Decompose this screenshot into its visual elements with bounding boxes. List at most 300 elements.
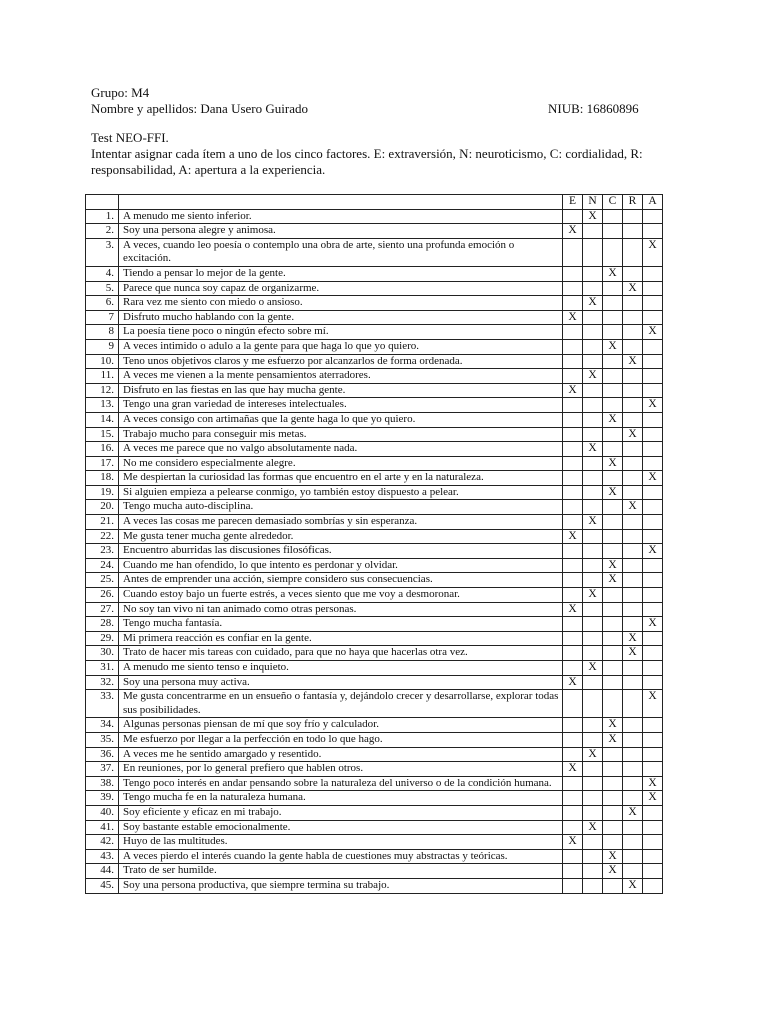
mark-cell-c [603,820,623,835]
mark-cell-n: X [583,209,603,224]
table-row [86,442,663,457]
item-number: 25. [86,573,119,588]
student-id-line: NIUB: 16860896 [548,101,639,116]
mark-cell-e [563,820,583,835]
mark-cell-n [583,718,603,733]
mark-cell-c [603,325,623,340]
mark-cell-e [563,339,583,354]
mark-cell-r [623,369,643,384]
mark-cell-c [603,690,623,718]
item-text: Tengo poco interés en andar pensando sobre la naturaleza del universo o de la condición humana. [119,776,563,791]
mark-cell-n [583,732,603,747]
table-row [86,718,663,733]
item-text: A veces me he sentido amargado y resentido. [119,747,563,762]
mark-cell-a: X [643,617,663,632]
mark-cell-e: X [563,383,583,398]
table-row [86,325,663,340]
mark-cell-r [623,864,643,879]
mark-cell-r: X [623,500,643,515]
mark-cell-a [643,675,663,690]
item-text: No soy tan vivo ni tan animado como otras personas. [119,602,563,617]
mark-cell-r [623,718,643,733]
mark-cell-a: X [643,471,663,486]
mark-cell-c [603,354,623,369]
mark-cell-e: X [563,310,583,325]
mark-cell-c [603,515,623,530]
mark-cell-a: X [643,690,663,718]
item-number: 37. [86,762,119,777]
item-text: Antes de emprender una acción, siempre considero sus consecuencias. [119,573,563,588]
mark-cell-e [563,588,583,603]
mark-cell-n [583,558,603,573]
mark-cell-r [623,310,643,325]
item-number: 32. [86,675,119,690]
mark-cell-e [563,690,583,718]
mark-cell-e [563,646,583,661]
item-text: Disfruto en las fiestas en las que hay mucha gente. [119,383,563,398]
mark-cell-n: X [583,747,603,762]
mark-cell-r [623,558,643,573]
item-number: 13. [86,398,119,413]
mark-cell-n: X [583,369,603,384]
mark-cell-c [603,661,623,676]
mark-cell-n [583,835,603,850]
mark-cell-n [583,631,603,646]
mark-cell-n [583,325,603,340]
mark-cell-e [563,442,583,457]
item-number: 24. [86,558,119,573]
table-row [86,266,663,281]
mark-cell-n [583,675,603,690]
mark-cell-c [603,427,623,442]
mark-cell-c: X [603,732,623,747]
item-text: A veces consigo con artimañas que la gente haga lo que yo quiero. [119,412,563,427]
mark-cell-c [603,805,623,820]
mark-cell-c: X [603,849,623,864]
mark-cell-a [643,266,663,281]
item-text: Trato de hacer mis tareas con cuidado, para que no haya que hacerlas otra vez. [119,646,563,661]
mark-cell-r [623,442,643,457]
mark-cell-a [643,412,663,427]
table-row [86,878,663,893]
mark-cell-e [563,849,583,864]
mark-cell-a [643,354,663,369]
mark-cell-n [583,266,603,281]
mark-cell-c: X [603,485,623,500]
mark-cell-c: X [603,718,623,733]
mark-cell-e [563,515,583,530]
mark-cell-n [583,339,603,354]
item-text: Huyo de las multitudes. [119,835,563,850]
item-number: 27. [86,602,119,617]
table-row [86,224,663,239]
mark-cell-a [643,631,663,646]
mark-cell-e [563,747,583,762]
item-text: Tengo mucha fantasía. [119,617,563,632]
mark-cell-r [623,544,643,559]
mark-cell-r [623,529,643,544]
mark-cell-c: X [603,339,623,354]
mark-cell-a [643,646,663,661]
table-row [86,776,663,791]
table-row [86,805,663,820]
mark-cell-r [623,412,643,427]
item-text: Disfruto mucho hablando con la gente. [119,310,563,325]
table-row [86,369,663,384]
mark-cell-n: X [583,296,603,311]
mark-cell-e [563,238,583,266]
item-text: No me considero especialmente alegre. [119,456,563,471]
item-number: 10. [86,354,119,369]
header-factor-a: A [643,195,663,210]
table-row [86,471,663,486]
mark-cell-a [643,661,663,676]
mark-cell-c [603,675,623,690]
mark-cell-e [563,296,583,311]
mark-cell-a: X [643,325,663,340]
mark-cell-n [583,238,603,266]
mark-cell-n: X [583,661,603,676]
mark-cell-c: X [603,573,623,588]
mark-cell-e [563,878,583,893]
item-text: Cuando estoy bajo un fuerte estrés, a veces siento que me voy a desmoronar. [119,588,563,603]
item-text: Tengo una gran variedad de intereses intelectuales. [119,398,563,413]
item-text: En reuniones, por lo general prefiero que hablen otros. [119,762,563,777]
mark-cell-r [623,588,643,603]
mark-cell-e [563,631,583,646]
mark-cell-e: X [563,835,583,850]
mark-cell-c: X [603,864,623,879]
mark-cell-e [563,325,583,340]
table-row [86,617,663,632]
item-number: 33. [86,690,119,718]
table-row [86,762,663,777]
mark-cell-a [643,588,663,603]
mark-cell-e [563,864,583,879]
mark-cell-c [603,602,623,617]
mark-cell-e [563,718,583,733]
mark-cell-a [643,442,663,457]
item-text: Trabajo mucho para conseguir mis metas. [119,427,563,442]
header-text-cell [119,195,563,210]
mark-cell-r [623,732,643,747]
mark-cell-n [583,646,603,661]
item-text: Encuentro aburridas las discusiones filosóficas. [119,544,563,559]
mark-cell-n [583,485,603,500]
mark-cell-n [583,471,603,486]
item-text: Soy una persona productiva, que siempre termina su trabajo. [119,878,563,893]
item-number: 7 [86,310,119,325]
mark-cell-a [643,456,663,471]
mark-cell-n [583,573,603,588]
item-number: 3. [86,238,119,266]
mark-cell-r: X [623,281,643,296]
item-text: Rara vez me siento con miedo o ansioso. [119,296,563,311]
item-text: Si alguien empieza a pelearse conmigo, yo también estoy dispuesto a pelear. [119,485,563,500]
mark-cell-n [583,602,603,617]
mark-cell-c [603,398,623,413]
item-number: 19. [86,485,119,500]
mark-cell-n [583,500,603,515]
item-text: Soy una persona muy activa. [119,675,563,690]
mark-cell-r: X [623,878,643,893]
table-row [86,529,663,544]
item-number: 34. [86,718,119,733]
table-row [86,412,663,427]
mark-cell-a [643,573,663,588]
mark-cell-r: X [623,805,643,820]
mark-cell-a [643,224,663,239]
mark-cell-e [563,732,583,747]
mark-cell-a: X [643,398,663,413]
mark-cell-e [563,427,583,442]
item-text: Soy una persona alegre y animosa. [119,224,563,239]
mark-cell-n [583,398,603,413]
mark-cell-n [583,281,603,296]
table-row [86,820,663,835]
item-number: 40. [86,805,119,820]
mark-cell-r: X [623,427,643,442]
item-number: 18. [86,471,119,486]
mark-cell-c [603,646,623,661]
item-number: 2. [86,224,119,239]
mark-cell-e [563,776,583,791]
item-number: 16. [86,442,119,457]
mark-cell-n [583,354,603,369]
item-text: Me despiertan la curiosidad las formas que encuentro en el arte y en la naturaleza. [119,471,563,486]
table-row [86,588,663,603]
item-number: 23. [86,544,119,559]
table-row [86,864,663,879]
table-row [86,398,663,413]
mark-cell-n: X [583,588,603,603]
mark-cell-e: X [563,529,583,544]
mark-cell-c [603,588,623,603]
item-number: 41. [86,820,119,835]
item-number: 20. [86,500,119,515]
item-number: 15. [86,427,119,442]
mark-cell-a [643,718,663,733]
mark-cell-c [603,544,623,559]
table-row [86,310,663,325]
table-row [86,675,663,690]
item-number: 22. [86,529,119,544]
item-number: 21. [86,515,119,530]
item-text: Me gusta tener mucha gente alrededor. [119,529,563,544]
item-number: 30. [86,646,119,661]
item-text: A veces pierdo el interés cuando la gente habla de cuestiones muy abstractas y teóricas. [119,849,563,864]
item-text: A veces me parece que no valgo absolutamente nada. [119,442,563,457]
item-text: Cuando me han ofendido, lo que intento es perdonar y olvidar. [119,558,563,573]
mark-cell-n [583,617,603,632]
mark-cell-r [623,209,643,224]
item-text: Algunas personas piensan de mí que soy frío y calculador. [119,718,563,733]
mark-cell-r [623,776,643,791]
header-factor-n: N [583,195,603,210]
item-number: 17. [86,456,119,471]
mark-cell-e: X [563,675,583,690]
mark-cell-e [563,485,583,500]
header-num-cell [86,195,119,210]
item-number: 14. [86,412,119,427]
item-text: A menudo me siento tenso e inquieto. [119,661,563,676]
item-text: Parece que nunca soy capaz de organizarme. [119,281,563,296]
table-header-row [86,195,663,210]
item-number: 12. [86,383,119,398]
mark-cell-a [643,529,663,544]
mark-cell-a [643,849,663,864]
test-instructions: Intentar asignar cada ítem a uno de los cinco factores. E: extraversión, N: neuroticismo, C: cordialidad, R: responsabilidad, A: apertura a la experiencia. [91,146,643,177]
mark-cell-e [563,805,583,820]
mark-cell-a: X [643,544,663,559]
mark-cell-c [603,791,623,806]
mark-cell-a: X [643,791,663,806]
item-text: Mi primera reacción es confiar en la gente. [119,631,563,646]
mark-cell-a [643,878,663,893]
mark-cell-a [643,820,663,835]
mark-cell-c [603,369,623,384]
mark-cell-c [603,500,623,515]
mark-cell-a [643,515,663,530]
item-number: 29. [86,631,119,646]
mark-cell-a [643,732,663,747]
item-number: 43. [86,849,119,864]
mark-cell-r: X [623,646,643,661]
mark-cell-a [643,747,663,762]
mark-cell-r [623,675,643,690]
mark-cell-r [623,471,643,486]
mark-cell-n [583,310,603,325]
table-row [86,383,663,398]
mark-cell-a [643,762,663,777]
mark-cell-a [643,805,663,820]
item-text: Soy bastante estable emocionalmente. [119,820,563,835]
mark-cell-e [563,456,583,471]
mark-cell-n [583,776,603,791]
item-number: 42. [86,835,119,850]
mark-cell-r [623,339,643,354]
mark-cell-e [563,661,583,676]
mark-cell-r: X [623,354,643,369]
mark-cell-c [603,747,623,762]
mark-cell-e [563,558,583,573]
mark-cell-e: X [563,602,583,617]
mark-cell-e [563,209,583,224]
item-number: 26. [86,588,119,603]
mark-cell-r [623,762,643,777]
mark-cell-a: X [643,776,663,791]
item-text: Tiendo a pensar lo mejor de la gente. [119,266,563,281]
mark-cell-c: X [603,412,623,427]
mark-cell-c: X [603,456,623,471]
mark-cell-a [643,339,663,354]
mark-cell-a [643,209,663,224]
mark-cell-r [623,485,643,500]
mark-cell-c [603,296,623,311]
mark-cell-r [623,602,643,617]
mark-cell-a [643,558,663,573]
table-row [86,354,663,369]
mark-cell-c [603,471,623,486]
mark-cell-r [623,573,643,588]
item-number: 45. [86,878,119,893]
table-row [86,296,663,311]
mark-cell-r [623,296,643,311]
mark-cell-c [603,224,623,239]
item-number: 28. [86,617,119,632]
mark-cell-e [563,617,583,632]
mark-cell-c [603,878,623,893]
item-number: 6. [86,296,119,311]
mark-cell-r [623,266,643,281]
mark-cell-e [563,412,583,427]
item-number: 31. [86,661,119,676]
mark-cell-e: X [563,224,583,239]
mark-cell-e: X [563,762,583,777]
mark-cell-n [583,690,603,718]
header-factor-r: R [623,195,643,210]
questionnaire-table [85,194,663,894]
table-row [86,747,663,762]
item-number: 36. [86,747,119,762]
item-number: 9 [86,339,119,354]
mark-cell-r [623,398,643,413]
mark-cell-c: X [603,266,623,281]
item-number: 8 [86,325,119,340]
item-number: 4. [86,266,119,281]
mark-cell-r [623,791,643,806]
mark-cell-a [643,369,663,384]
mark-cell-n [583,878,603,893]
mark-cell-e [563,544,583,559]
item-text: Me gusta concentrarme en un ensueño o fantasía y, dejándolo crecer y desarrollarse, explorar todas sus posibilidades. [119,690,563,718]
item-number: 39. [86,791,119,806]
item-number: 1. [86,209,119,224]
mark-cell-n [583,805,603,820]
item-text: A veces las cosas me parecen demasiado sombrías y sin esperanza. [119,515,563,530]
mark-cell-r [623,690,643,718]
mark-cell-n [583,864,603,879]
mark-cell-r [623,820,643,835]
mark-cell-r [623,238,643,266]
mark-cell-c [603,383,623,398]
table-row [86,500,663,515]
mark-cell-r [623,747,643,762]
mark-cell-r: X [623,631,643,646]
item-text: La poesía tiene poco o ningún efecto sobre mí. [119,325,563,340]
mark-cell-n [583,427,603,442]
item-text: Tengo mucha auto-disciplina. [119,500,563,515]
header-factor-c: C [603,195,623,210]
table-row [86,602,663,617]
mark-cell-c [603,776,623,791]
mark-cell-n [583,456,603,471]
mark-cell-c [603,762,623,777]
item-text: Trato de ser humilde. [119,864,563,879]
mark-cell-n [583,412,603,427]
item-number: 35. [86,732,119,747]
mark-cell-c [603,835,623,850]
mark-cell-r [623,661,643,676]
mark-cell-a [643,383,663,398]
item-text: A veces intimido o adulo a la gente para que haga lo que yo quiero. [119,339,563,354]
mark-cell-c [603,238,623,266]
mark-cell-e [563,354,583,369]
table-row [86,238,663,266]
table-row [86,791,663,806]
mark-cell-e [563,398,583,413]
test-title: Test NEO-FFI. [91,130,169,145]
